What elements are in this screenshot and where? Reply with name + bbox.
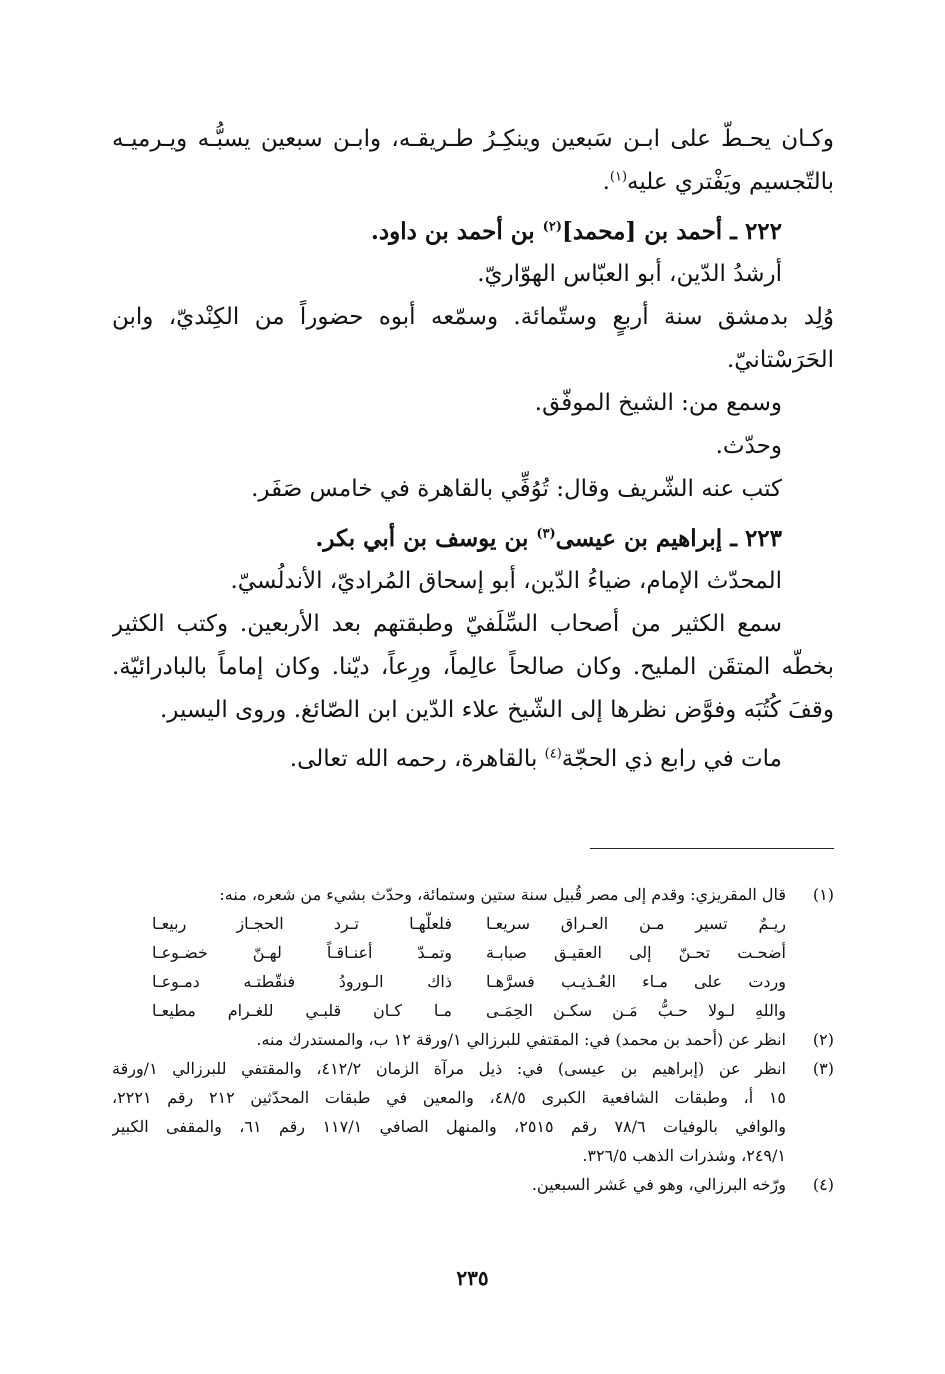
verse-3-first-hemistich: وردت على مـاء العُـذيـب فسرَّهـا — [486, 972, 786, 991]
footnote-2 — [112, 1025, 834, 1054]
footnote-ref-4: (٤) — [544, 746, 562, 762]
verse-2 — [112, 938, 786, 967]
intro-line-1: وكـان يحـطّ على ابـن سَبعين وينكِـرُ طـريقـه، وابـن سبعين يسبُّـه ويـرميـه — [112, 126, 834, 152]
intro-line-2-end: . — [602, 169, 610, 195]
verse-2-first-hemistich: أضحـت تحـنّ إلى العقيـق صبابـة — [486, 943, 786, 962]
footnote-3 — [112, 1054, 834, 1170]
footnotes — [112, 880, 834, 1199]
footnote-1 — [112, 880, 834, 1025]
footnote-3-line-4: ٢٤٩/١، وشذرات الذهب ٣٢٦/٥. — [582, 1146, 786, 1165]
entry-223-line-5-text: مات في رابع ذي الحجّة — [561, 746, 782, 772]
entry-223-heading — [112, 517, 834, 560]
footnote-body — [112, 1054, 786, 1170]
entry-223-line-5-end: بالقاهرة، رحمه الله تعالى. — [289, 746, 545, 772]
entry-222-line-3: الحَرَسْتانيّ. — [726, 347, 834, 373]
footnote-ref-2: (٢) — [542, 219, 562, 235]
verse-2-second-hemistich: وتمـدّ أعنـاقـاً لهـنّ خضـوعـا — [152, 943, 452, 962]
footnote-body — [112, 1170, 786, 1199]
verse-3 — [112, 967, 786, 996]
entry-223-line-3: بخطّه المتقَن المليح. وكان صالحاً عالِماً، ورِعاً، ديّنا. وكان إماماً بالبادرائيّة. — [112, 654, 834, 680]
entry-222-line-1: أرشدُ الدّين، أبو العبّاس الهوّاريّ. — [477, 261, 782, 287]
entry-222-heading — [112, 210, 834, 253]
footnote-3-line-2: ١٥ أ، وطبقات الشافعية الكبرى ٤٨/٥، والمعين في طبقات المحدّثين ٢١٢ رقم ٢٢٢١، — [112, 1088, 786, 1107]
entry-222-name: ٢٢٢ ـ أحمد بن [محمد] — [561, 218, 782, 245]
footnote-body — [112, 1025, 786, 1054]
entry-223-line-5 — [112, 738, 834, 781]
footnote-ref-1: (١) — [609, 169, 628, 185]
footnote-3-line-3: والوافي بالوفيات ٧٨/٦ رقم ٢٥١٥، والمنهل الصافي ١١٧/١ رقم ٦١، والمقفى الكبير — [112, 1117, 786, 1136]
intro-line-2-text: بالتّجسيم ويَفْتري عليه — [627, 169, 834, 195]
entry-223-line-1: المحدّث الإمام، ضياءُ الدّين، أبو إسحاق المُراديّ، الأندلُسيّ. — [230, 568, 782, 594]
footnote-divider — [590, 848, 834, 849]
verse-1-second-hemistich: فلعلّهـا تـرد الحجـاز ربيعـا — [152, 914, 452, 933]
footnote-body — [112, 880, 786, 1025]
verse-4-first-hemistich: واللهِ لـولا حـبُّ مَـن سكـن الحِمَـى — [486, 1001, 786, 1020]
footnote-4-line-1: ورّخه البرزالي، وهو في عَشر السبعين. — [531, 1175, 786, 1194]
page-number: ٢٣٥ — [456, 1266, 489, 1290]
entry-223-name-end: بن يوسف بن أبي بكر. — [315, 525, 537, 552]
verse-4 — [112, 996, 786, 1025]
footnote-1-intro: قال المقريزي: وقدم إلى مصر قُبيل سنة ستين وستمائة، وحدّث بشيء من شعره، منه: — [219, 885, 786, 904]
verse-4-second-hemistich: مـا كـان قلبـي للغـرام مطيعـا — [152, 1001, 452, 1020]
footnote-2-line-1: انظر عن (أحمد بن محمد) في: المقتفي للبرزالي ١/ورقة ١٢ ب، والمستدرك منه. — [256, 1030, 786, 1049]
entry-222-name-end: بن أحمد بن داود. — [370, 218, 543, 245]
main-text — [112, 118, 834, 781]
footnote-number: (٣) — [812, 1059, 834, 1078]
entry-222-line-6: كتب عنه الشّريف وقال: تُوُفِّي بالقاهرة في خامس صَفَر. — [251, 476, 782, 502]
entry-222-line-5: وحدّث. — [715, 433, 782, 459]
verse-1-first-hemistich: ريـمٌ تسير مـن العـراق سريعـا — [486, 914, 786, 933]
entry-223-name: ٢٢٣ ـ إبراهيم بن عيسى — [555, 525, 782, 552]
footnote-number: (٤) — [812, 1175, 834, 1194]
footnote-number: (٢) — [812, 1030, 834, 1049]
entry-222-line-4: وسمع من: الشيخ الموفّق. — [534, 390, 782, 416]
footnote-3-line-1: انظر عن (إبراهيم بن عيسى) في: ذيل مرآة الزمان ٤١٢/٢، والمقتفي للبرزالي ١/ورقة — [112, 1059, 786, 1078]
verse-3-second-hemistich: ذاك الـورودُ فنقّطتـه دمـوعـا — [152, 972, 452, 991]
entry-222-line-2: وُلِد بدمشق سنة أربعٍ وستّمائة. وسمّعه أبوه حضوراً من الكِنْديّ، وابن — [112, 304, 834, 330]
footnote-4 — [112, 1170, 834, 1199]
verse-1 — [112, 909, 786, 938]
entry-223-line-2: سمع الكثير من أصحاب السِّلَفيّ وطبقتهم بعد الأربعين. وكتب الكثير — [112, 611, 782, 637]
intro-line-2 — [112, 161, 834, 204]
entry-223-line-4: وقفَ كُتُبَه وفوَّض نظرها إلى الشّيخ علاء الدّين ابن الصّائغ. وروى اليسير. — [159, 697, 834, 723]
footnote-number: (١) — [812, 885, 834, 904]
footnote-ref-3: (٣) — [536, 526, 556, 542]
